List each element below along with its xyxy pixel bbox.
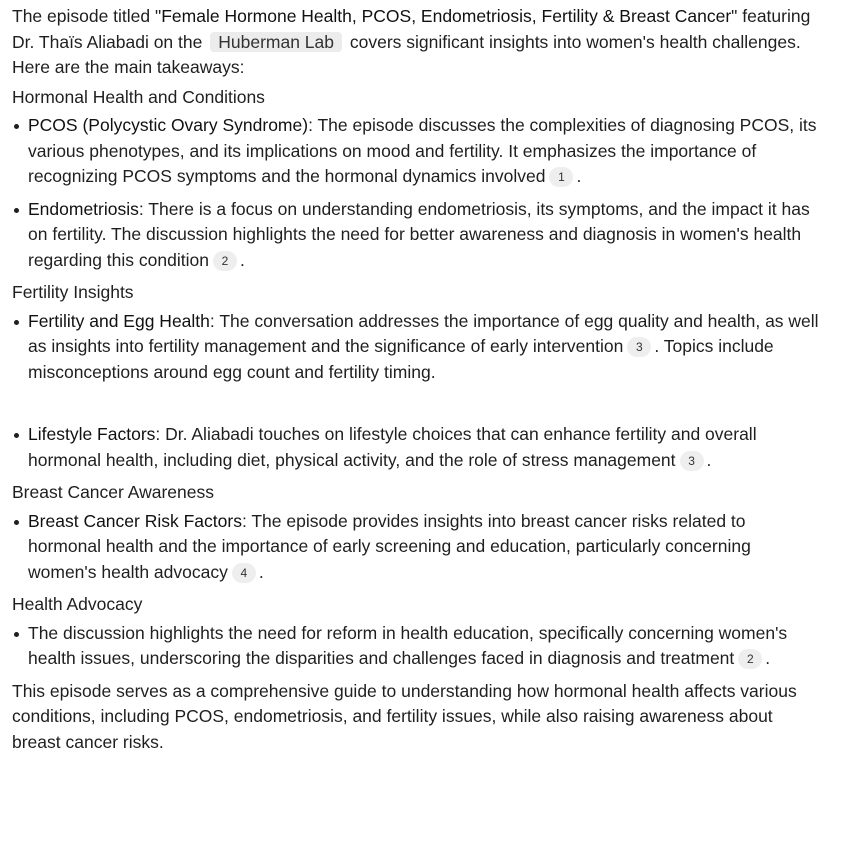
- list-item: [28, 197, 820, 274]
- list-hormonal: [12, 113, 820, 273]
- list-item: [28, 509, 820, 586]
- item-end: . Topics include misconceptions around egg count and fertility timing.: [28, 336, 774, 382]
- intro-suffix: covers significant insights into women's health challenges. Here are the main takeaways:: [12, 31, 801, 77]
- item-text: : The episode provides insights into breast cancer risks related to hormonal health and the importance of early screening and education, particularly concerning women's health advocacy: [28, 510, 751, 582]
- list-advocacy: [12, 621, 820, 672]
- item-end: .: [706, 449, 712, 470]
- item-title: Breast Cancer Risk Factors: [28, 510, 242, 531]
- item-text: : The episode discusses the complexities of diagnosing PCOS, its various phenotypes, and its implications on mood and fertility. It emphasizes the importance of recognizing PCOS symptoms and the hormonal dynamics involved: [28, 115, 817, 186]
- item-title: Endometriosis: [28, 198, 139, 219]
- item-end: .: [239, 249, 245, 270]
- item-text: The discussion highlights the need for reform in health education, specifically concerning women's health issues, underscoring the disparities and challenges faced in diagnosis and treatment: [28, 622, 788, 668]
- item-text: : There is a focus on understanding endometriosis, its symptoms, and the impact it has on fertility. The discussion highlights the need for better awareness and diagnosis in women's health regarding this condition: [28, 198, 810, 270]
- citation-button[interactable]: 2: [213, 251, 237, 271]
- list-fertility: [12, 309, 820, 474]
- item-title: Lifestyle Factors: [28, 424, 156, 444]
- intro-paragraph: [12, 4, 820, 81]
- item-text: : Dr. Aliabadi touches on lifestyle choices that can enhance fertility and overall hormonal health, including diet, physical activity, and the role of stress management: [28, 424, 757, 470]
- list-item: [28, 113, 820, 190]
- citation-button[interactable]: 1: [549, 167, 573, 187]
- intro-mid: " featuring Dr. Thaïs Aliabadi on the: [12, 6, 811, 52]
- list-item: [28, 309, 820, 386]
- item-title: Fertility and Egg Health: [28, 310, 210, 331]
- item-text: : The conversation addresses the importance of egg quality and health, as well as insights into fertility management and the significance of early intervention: [28, 310, 819, 356]
- section-heading-fertility: Fertility Insights: [12, 282, 134, 302]
- section-heading-advocacy: Health Advocacy: [12, 594, 143, 614]
- list-item: [28, 621, 820, 672]
- item-end: .: [576, 166, 582, 186]
- item-end: .: [765, 648, 771, 668]
- list-breast: [12, 509, 820, 586]
- podcast-link[interactable]: Huberman Lab: [210, 32, 342, 52]
- citation-button[interactable]: 4: [232, 563, 256, 583]
- section-heading-hormonal: Hormonal Health and Conditions: [12, 86, 265, 107]
- outro-paragraph: This episode serves as a comprehensive guide to understanding how hormonal health affects various conditions, including PCOS, endometriosis, and fertility issues, while also raising awareness about breast cancer risks.: [12, 680, 797, 752]
- citation-button[interactable]: 3: [627, 337, 651, 357]
- list-item: [28, 422, 820, 473]
- section-heading-breast: Breast Cancer Awareness: [12, 482, 215, 502]
- citation-button[interactable]: 3: [680, 451, 704, 471]
- item-title: PCOS (Polycystic Ovary Syndrome): [28, 115, 309, 135]
- intro-prefix: The episode titled ": [12, 6, 162, 26]
- item-end: .: [258, 561, 264, 582]
- citation-button[interactable]: 2: [738, 649, 762, 669]
- episode-title: Female Hormone Health, PCOS, Endometriosis, Fertility & Breast Cancer: [161, 6, 732, 26]
